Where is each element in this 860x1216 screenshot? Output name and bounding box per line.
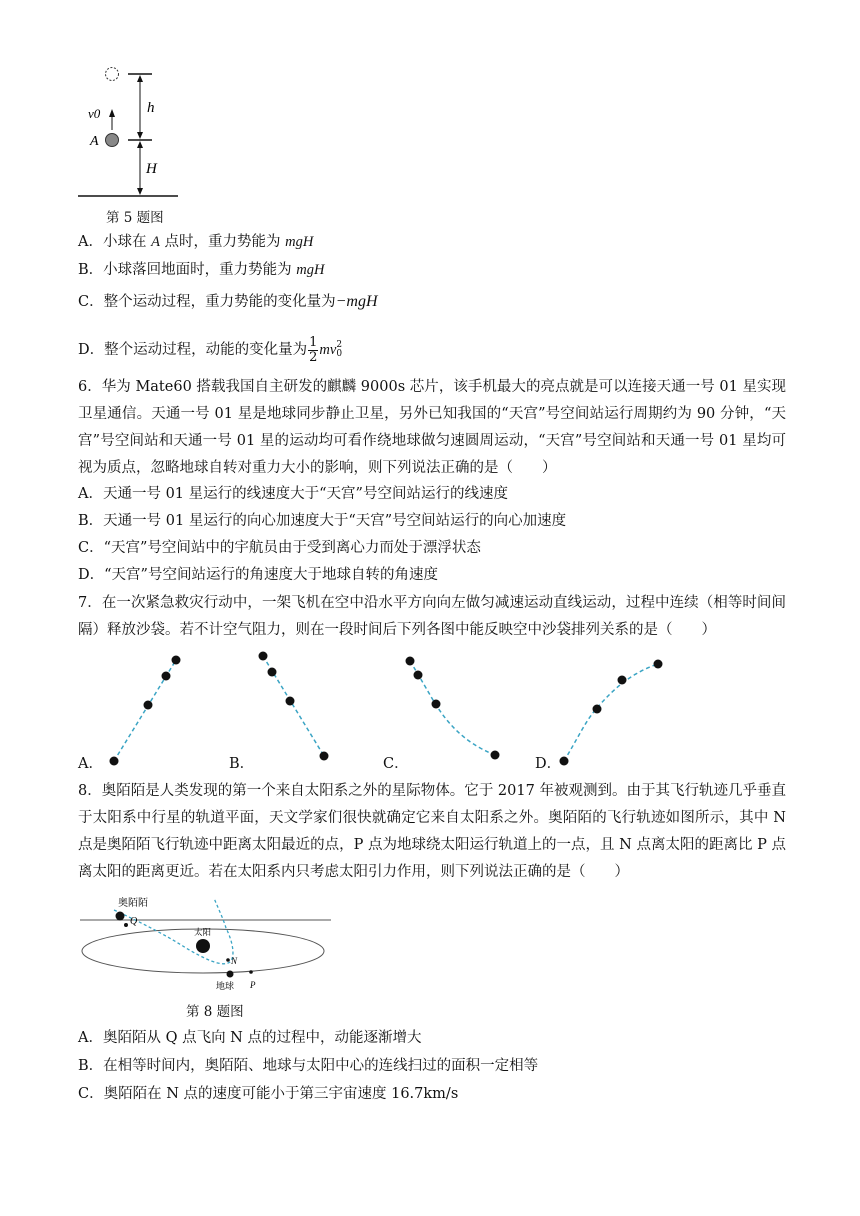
q7-label-b: B． (229, 756, 255, 772)
q5-dashed-ball (106, 68, 119, 81)
q5-caption: 第 5 题图 (106, 210, 164, 226)
q6-option-a: A．天通一号 01 星运行的线速度大于“天宫”号空间站运行的线速度 (78, 486, 508, 502)
q8-option-b: B．在相等时间内，奥陌陌、地球与太阳中心的连线扫过的面积一定相等 (78, 1058, 539, 1074)
q7-b-dot-2 (268, 668, 277, 677)
q7-label-d: D． (535, 756, 562, 772)
q6-option-d: D．“天宫”号空间站运行的角速度大于地球自转的角速度 (78, 567, 438, 583)
q7-a-dot-4 (110, 757, 119, 766)
q7-b-dot-1 (259, 652, 268, 661)
q7-d-dot-1 (654, 660, 663, 669)
q7-c-dot-4 (491, 751, 500, 760)
q5-option-d: D．整个运动过程，动能的变化量为 $\frac{1}{2}$ mv 2 0 (78, 334, 343, 365)
q5-option-c: C．整个运动过程，重力势能的变化量为−mgH (78, 293, 378, 310)
q6-option-b: B．天通一号 01 星运行的向心加速度大于“天宫”号空间站运行的向心加速度 (78, 513, 567, 529)
q8-point-q (124, 923, 128, 927)
q7-d-dot-2 (618, 676, 627, 685)
q7-c-dot-3 (432, 700, 441, 709)
q5-option-b: B．小球落回地面时，重力势能为 mgH (78, 262, 325, 278)
q8-point-p (249, 970, 253, 974)
q5-figure (70, 60, 190, 205)
q7-b-dot-3 (286, 697, 295, 706)
q7-c-dot-1 (406, 657, 415, 666)
q7-figure-a (110, 656, 181, 766)
q7-a-dot-1 (172, 656, 181, 665)
q5-label-v0: v0 (88, 106, 101, 121)
q8-label-q: Q (130, 916, 138, 927)
q7-label-a: A． (78, 756, 103, 772)
q8-figure (78, 888, 338, 998)
q7-stem: 7．在一次紧急救灾行动中，一架飞机在空中沿水平方向向左做匀减速运动直线运动，过程中连续（相等时间间隔）释放沙袋。若不计空气阻力，则在一段时间后下列各图中能反映空中沙袋排列关系的是（ ） (78, 595, 786, 638)
q7-b-dot-4 (320, 752, 329, 761)
q8-sun (196, 939, 210, 953)
q6-option-c: C．“天宫”号空间站中的宇航员由于受到离心力而处于漂浮状态 (78, 540, 481, 556)
q7-d-dot-3 (593, 705, 602, 714)
q8-oumuamua (116, 912, 125, 921)
q5-label-big-h: H (146, 161, 157, 177)
q8-option-a: A．奥陌陌从 Q 点飞向 N 点的过程中，动能逐渐增大 (78, 1030, 422, 1046)
q7-a-dot-2 (162, 672, 171, 681)
q5-ball-a (106, 134, 119, 147)
q8-label-p: P (250, 980, 256, 990)
q8-option-c: C．奥陌陌在 N 点的速度可能小于第三宇宙速度 16.7km/s (78, 1086, 459, 1102)
q8-stem: 8．奥陌陌是人类发现的第一个来自太阳系之外的星际物体。它于 2017 年被观测到。由于其飞行轨迹几乎垂直于太阳系中行星的轨道平面，天文学家们很快就确定它来自太阳系之外。奥陌陌的飞行轨迹如图所示，其中 N 点是奥陌陌飞行轨迹中距离太阳最近的点，P 点为地球绕太阳运行轨道上的一点，且 N 点离太阳的距离比 P 点离太阳的距离更近。若在太阳系内只考虑太阳引力作用，则下列说法正确的是（ ） (78, 783, 786, 880)
q7-figure-d (560, 660, 663, 766)
q8-label-oumuamua: 奥陌陌 (118, 898, 148, 909)
q7-label-c: C． (383, 756, 409, 772)
q6-stem: 6．华为 Mate60 搭载我国自主研发的麒麟 9000s 芯片，该手机最大的亮点就是可以连接天通一号 01 星实现卫星通信。天通一号 01 星是地球同步静止卫星，另外已知我国的“天宫”号空间站运行周期约为 90 分钟，“天宫”号空间站和天通一号 01 星的运动均可看作绕地球做匀速圆周运动，“天宫”号空间站和天通一号 01 星均可视为质点，忽略地球自转对重力大小的影响，则下列说法正确的是（ ） (78, 379, 786, 476)
q7-c-dot-2 (414, 671, 423, 680)
q7-figure-c (406, 657, 500, 760)
q8-label-earth: 地球 (216, 981, 235, 991)
q8-point-n (226, 958, 230, 962)
q8-label-n: N (231, 956, 238, 966)
q8-label-sun: 太阳 (194, 927, 212, 937)
q5-label-a: A (90, 134, 99, 149)
q8-earth (227, 971, 234, 978)
q8-caption: 第 8 题图 (186, 1004, 244, 1020)
q5-label-h: h (147, 100, 155, 116)
q7-figure-b (259, 652, 329, 761)
q5-fraction: $\frac{1}{2}$ (309, 334, 318, 365)
q7-a-dot-3 (144, 701, 153, 710)
q5-option-a: A．小球在 A 点时，重力势能为 mgH (78, 234, 314, 250)
